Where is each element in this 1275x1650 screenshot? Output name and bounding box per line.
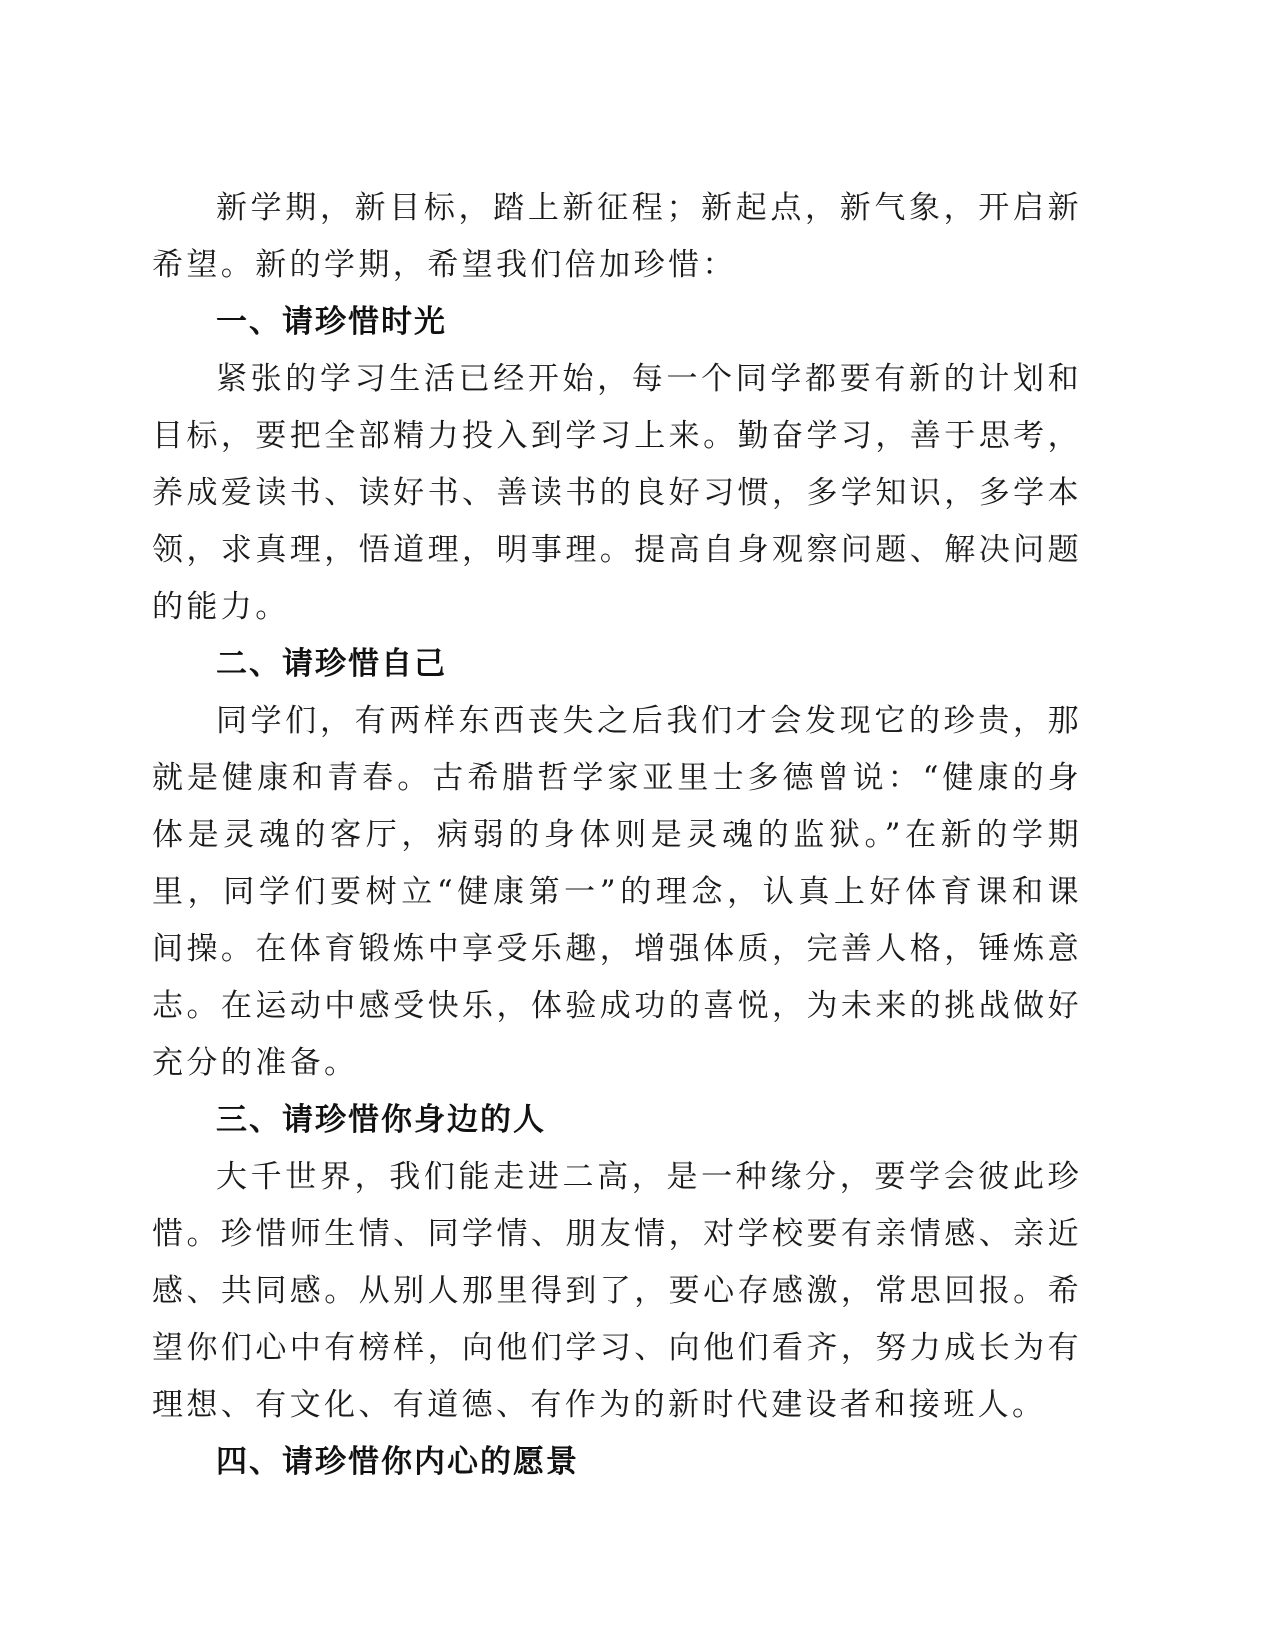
section-paragraph-1: 紧张的学习生活已经开始，每一个同学都要有新的计划和目标，要把全部精力投入到学习上来。勤奋学习，善于思考，养成爱读书、读好书、善读书的良好习惯，多学知识，多学本领，求真理，悟道理，明事理。提高自身观察问题、解决问题的能力。 — [152, 361, 1082, 625]
section-heading-1: 一、请珍惜时光 — [216, 304, 447, 340]
section-heading-2: 二、请珍惜自己 — [216, 646, 447, 682]
document-body — [152, 180, 1082, 1491]
intro-paragraph: 新学期，新目标，踏上新征程；新起点，新气象，开启新希望。新的学期，希望我们倍加珍惜： — [152, 190, 1082, 283]
section-heading-4: 四、请珍惜你内心的愿景 — [216, 1444, 579, 1480]
section-paragraph-2: 同学们，有两样东西丧失之后我们才会发现它的珍贵，那就是健康和青春。古希腊哲学家亚里士多德曾说：“健康的身体是灵魂的客厅，病弱的身体则是灵魂的监狱。”在新的学期里，同学们要树立“健康第一”的理念，认真上好体育课和课间操。在体育锻炼中享受乐趣，增强体质，完善人格，锤炼意志。在运动中感受快乐，体验成功的喜悦，为未来的挑战做好充分的准备。 — [152, 703, 1082, 1081]
section-paragraph-3: 大千世界，我们能走进二高，是一种缘分，要学会彼此珍惜。珍惜师生情、同学情、朋友情，对学校要有亲情感、亲近感、共同感。从别人那里得到了，要心存感激，常思回报。希望你们心中有榜样，向他们学习、向他们看齐，努力成长为有理想、有文化、有道德、有作为的新时代建设者和接班人。 — [152, 1159, 1082, 1423]
section-heading-3: 三、请珍惜你身边的人 — [216, 1102, 546, 1138]
